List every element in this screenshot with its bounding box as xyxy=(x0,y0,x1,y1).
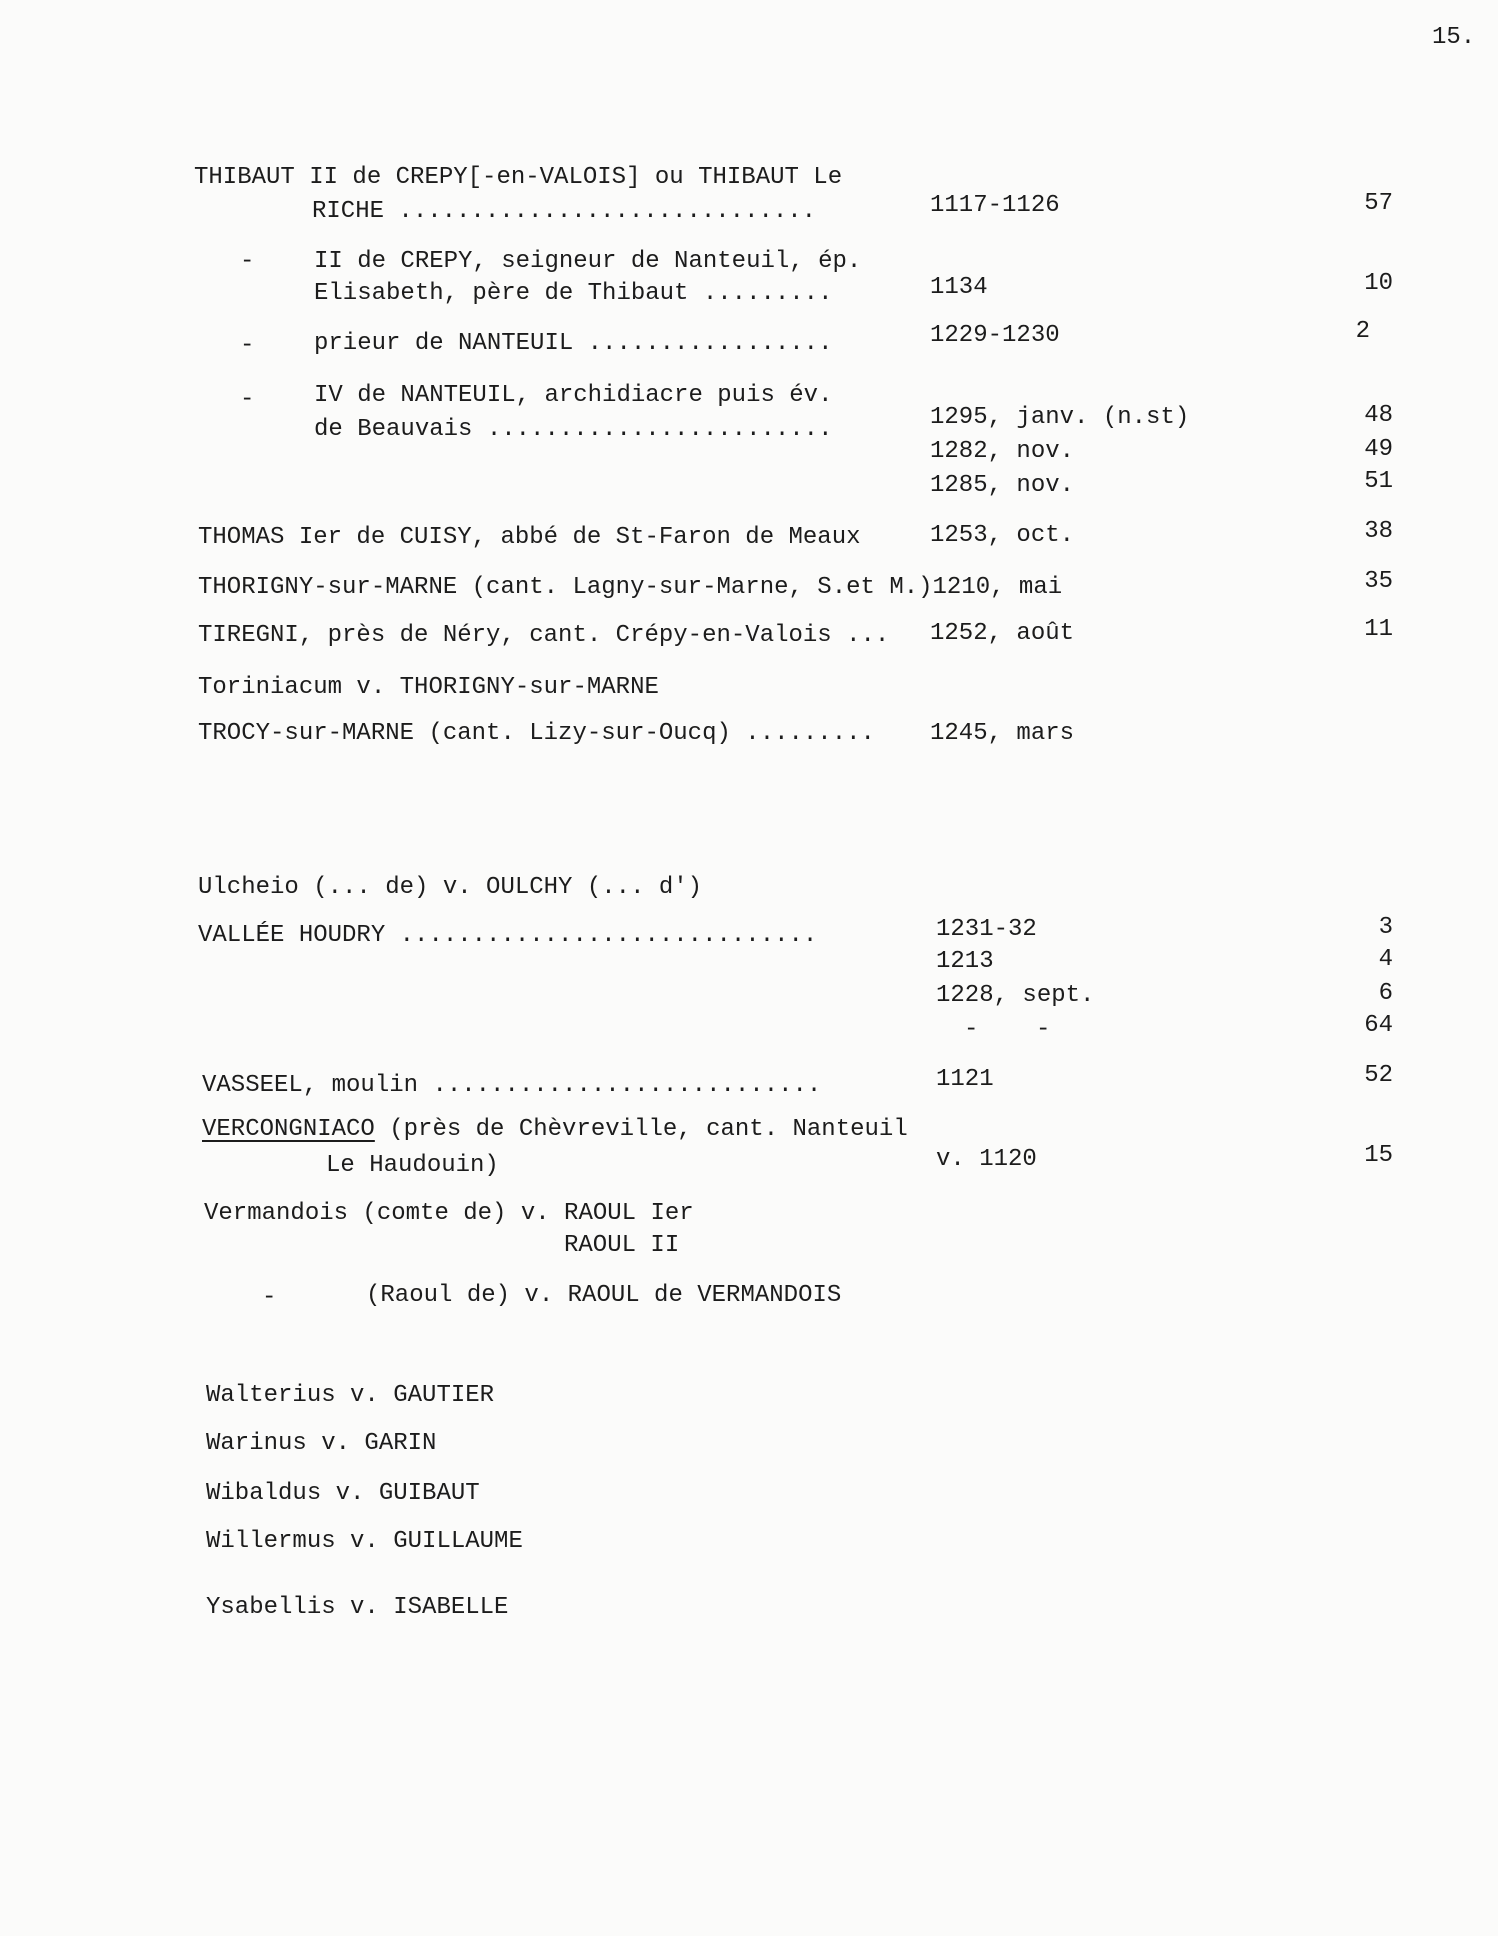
entry-thibaut-crepy-ref: 57 xyxy=(1364,190,1393,217)
entry-vercongniaco-date: v. 1120 xyxy=(936,1146,1037,1173)
entry-thibaut-nanteuil-line2: Elisabeth, père de Thibaut ......... xyxy=(314,280,833,307)
entry-wibaldus: Wibaldus v. GUIBAUT xyxy=(206,1480,480,1507)
entry-thibaut-prieur-ref: 2 xyxy=(1355,318,1370,345)
entry-trocy-line1: TROCY-sur-MARNE (cant. Lizy-sur-Oucq) ......... xyxy=(198,720,875,747)
entry-vercongniaco-line2: Le Haudouin) xyxy=(326,1152,499,1179)
entry-vasseel-date: 1121 xyxy=(936,1066,994,1093)
entry-thibaut-crepy-line2: RICHE ............................. xyxy=(312,198,817,225)
entry-trocy-date: 1245, mars xyxy=(930,720,1075,747)
entry-thibaut-prieur-date: 1229-1230 xyxy=(930,322,1060,349)
entry-thibaut-iv-line1: IV de NANTEUIL, archidiacre puis év. xyxy=(314,382,833,409)
entry-toriniacum-line1: Toriniacum v. THORIGNY-sur-MARNE xyxy=(198,674,659,701)
entry-thibaut-prieur-line1: prieur de NANTEUIL ................. xyxy=(314,330,833,357)
entry-vermandois-line1: Vermandois (comte de) v. RAOUL Ier xyxy=(204,1200,694,1227)
entry-vallee-ref-3: 6 xyxy=(1378,980,1393,1007)
entry-thomas-ref: 38 xyxy=(1364,518,1393,545)
entry-thibaut-iv-ref-2: 49 xyxy=(1364,436,1393,463)
entry-vallee-date-1: 1231-32 xyxy=(936,916,1037,943)
entry-walterius: Walterius v. GAUTIER xyxy=(206,1382,495,1409)
entry-vasseel-ref: 52 xyxy=(1364,1062,1393,1089)
entry-thibaut-crepy-date: 1117-1126 xyxy=(930,192,1060,219)
entry-vermandois-dash: - xyxy=(262,1284,277,1311)
entry-vallee-ref-1: 3 xyxy=(1378,914,1393,941)
entry-thibaut-iv-ref-1: 48 xyxy=(1364,402,1393,429)
entry-vallee-date-2: 1213 xyxy=(936,948,994,975)
entry-vallee-date-3: 1228, sept. xyxy=(936,982,1095,1009)
entry-vercongniaco-line1-rest: (près de Chèvreville, cant. Nanteuil xyxy=(374,1116,908,1143)
entry-vallee-ref-4: 64 xyxy=(1364,1012,1393,1039)
entry-thibaut-iv-date-2: 1282, nov. xyxy=(930,438,1075,465)
entry-thibaut-nanteuil-line1: II de CREPY, seigneur de Nanteuil, ép. xyxy=(314,248,862,275)
entry-thibaut-iv-dash: - xyxy=(240,386,255,413)
entry-thibaut-prieur-dash: - xyxy=(240,332,255,359)
entry-thorigny-ref: 35 xyxy=(1364,568,1393,595)
entry-thibaut-iv-date-3: 1285, nov. xyxy=(930,472,1075,499)
entry-thomas-line1: THOMAS Ier de CUISY, abbé de St-Faron de Meaux xyxy=(198,524,861,551)
entry-tiregni-ref: 11 xyxy=(1364,616,1393,643)
entry-vermandois-line3: (Raoul de) v. RAOUL de VERMANDOIS xyxy=(366,1282,842,1309)
entry-vercongniaco-line1 xyxy=(202,1116,908,1144)
entry-thibaut-nanteuil-dash: - xyxy=(240,248,255,275)
entry-thomas-date: 1253, oct. xyxy=(930,522,1075,549)
entry-thibaut-iv-date-1: 1295, janv. (n.st) xyxy=(930,404,1190,431)
entry-vallee-ref-2: 4 xyxy=(1378,946,1393,973)
entry-warinus: Warinus v. GARIN xyxy=(206,1430,437,1457)
entry-vermandois-line2: RAOUL II xyxy=(564,1232,680,1259)
page-number: 15. xyxy=(1432,24,1476,51)
entry-vallee-date-4: - - xyxy=(964,1016,1051,1043)
entry-vercongniaco-ref: 15 xyxy=(1364,1142,1393,1169)
entry-thibaut-nanteuil-ref: 10 xyxy=(1364,270,1393,297)
entry-vasseel-line1: VASSEEL, moulin ........................... xyxy=(202,1072,822,1099)
entry-thibaut-iv-line2: de Beauvais ........................ xyxy=(314,416,833,443)
entry-thibaut-iv-ref-3: 51 xyxy=(1364,468,1393,495)
entry-thibaut-nanteuil-date: 1134 xyxy=(930,274,988,301)
entry-thorigny-line1: THORIGNY-sur-MARNE (cant. Lagny-sur-Marne, S.et M.)1210, mai xyxy=(198,574,1063,601)
entry-tiregni-line1: TIREGNI, près de Néry, cant. Crépy-en-Valois ... xyxy=(198,622,890,649)
entry-thibaut-crepy-line1: THIBAUT II de CREPY[-en-VALOIS] ou THIBAUT Le xyxy=(194,164,843,191)
entry-ulcheio-line1: Ulcheio (... de) v. OULCHY (... d') xyxy=(198,874,703,901)
entry-willermus: Willermus v. GUILLAUME xyxy=(206,1528,523,1555)
entry-vallee-line1: VALLÉE HOUDRY ............................. xyxy=(198,922,818,949)
entry-vercongniaco-head: VERCONGNIACO xyxy=(202,1116,375,1143)
entry-tiregni-date: 1252, août xyxy=(930,620,1075,647)
entry-ysabellis: Ysabellis v. ISABELLE xyxy=(206,1594,509,1621)
